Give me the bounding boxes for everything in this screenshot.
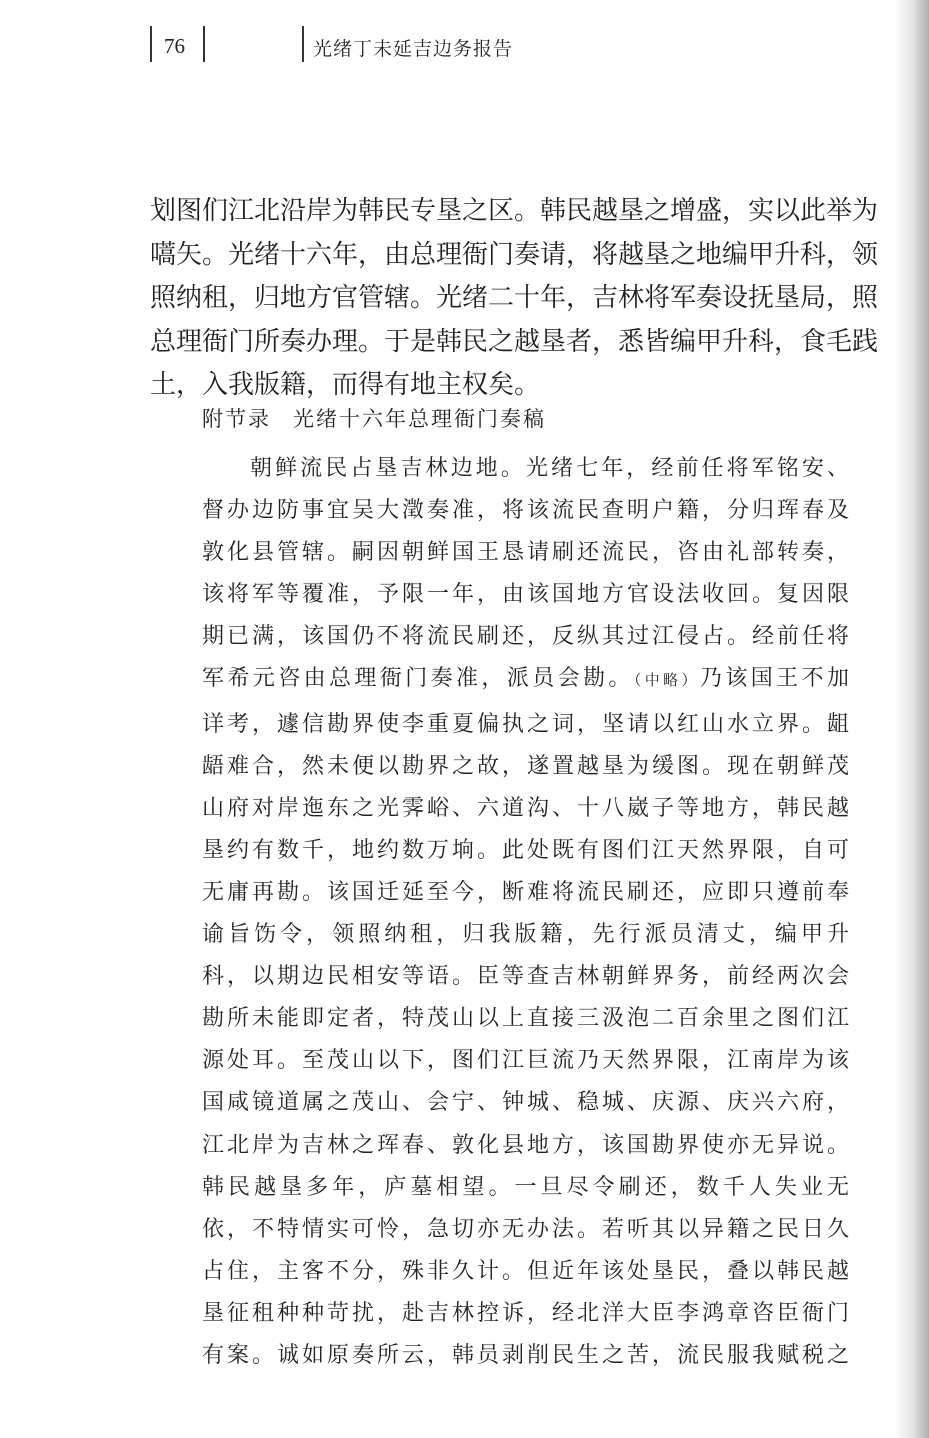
- quote-line-text: 军希元咨由总理衙门奏准，派员会勘。: [202, 665, 634, 691]
- quote-line: 国咸镜道属之茂山、会宁、钟城、稳城、庆源、庆兴六府，: [202, 1089, 850, 1115]
- header-rule-mid: [203, 26, 205, 62]
- quote-line: 源处耳。至茂山以下，图们江巨流乃天然界限，江南岸为该: [202, 1047, 850, 1073]
- body-paragraph: [150, 190, 879, 408]
- quote-line: 勘所未能即定者，特茂山以上直接三汲泡二百余里之图们江: [202, 1005, 850, 1031]
- appendix-title: 光绪十六年总理衙门奏稿: [293, 407, 546, 431]
- quote-line: 江北岸为吉林之珲春、敦化县地方，该国勘界使亦无异说。: [202, 1131, 850, 1157]
- quote-line: 该将军等覆准，予限一年，由该国地方官设法收回。复因限: [202, 581, 850, 607]
- body-line: 嚆矢。光绪十六年，由总理衙门奏请，将越垦之地编甲升科，领: [150, 239, 879, 270]
- quote-line-tail: 乃该国王不加: [699, 665, 850, 691]
- quote-line: 韩民越垦多年，庐墓相望。一旦尽令刷还，数千人失业无: [202, 1173, 850, 1199]
- quote-line: 期已满，该国仍不将流民刷还，反纵其过江侵占。经前任将: [202, 623, 850, 649]
- header-rule-left: [150, 26, 152, 62]
- page-gutter-shadow: [895, 0, 929, 1438]
- quote-line: 谕旨饬令，领照纳租，归我版籍，先行派员清丈，编甲升: [202, 921, 850, 947]
- quote-line: 占住，主客不分，殊非久计。但近年该处垦民，叠以韩民越: [202, 1257, 850, 1283]
- page-number: 76: [164, 34, 185, 58]
- quote-line: 督办边防事宜吴大澂奏准，将该流民查明户籍，分归珲春及: [202, 497, 850, 523]
- quote-line: 龉难合，然未便以勘界之故，遂置越垦为缓图。现在朝鲜茂: [202, 752, 850, 778]
- body-line: 划图们江北沿岸为韩民专垦之区。韩民越垦之增盛，实以此举为: [150, 196, 879, 226]
- quote-line: 有案。诚如原奏所云，韩员剥削民生之苦，流民服我赋税之: [202, 1341, 850, 1367]
- quote-line: 依，不特情实可怜，急切亦无办法。若听其以异籍之民日久: [202, 1215, 850, 1241]
- body-line: 总理衙门所奏办理。于是韩民之越垦者，悉皆编甲升科，食毛践: [150, 326, 879, 357]
- quoted-memorial: [202, 447, 850, 1376]
- running-header: [150, 26, 570, 64]
- header-rule-right: [302, 26, 304, 62]
- quote-line: 垦约有数千，地约数万垧。此处既有图们江天然界限，自可: [202, 836, 850, 862]
- quote-line: 垦征租种种苛扰，赴吉林控诉，经北洋大臣李鸿章咨臣衙门: [202, 1299, 850, 1325]
- appendix-heading: [202, 403, 546, 433]
- quote-line: 详考，遽信勘界使李重夏偏执之词，坚请以红山水立界。龃: [202, 710, 850, 736]
- appendix-label: 附节录: [202, 407, 271, 431]
- body-line: 照纳租，归地方官管辖。光绪二十年，吉林将军奏设抚垦局，照: [150, 283, 879, 313]
- quote-line-with-note: [202, 657, 850, 702]
- quote-line: 敦化县管辖。嗣因朝鲜国王恳请刷还流民，咨由礼部转奏，: [202, 539, 850, 565]
- body-line: 土，入我版籍，而得有地主权矣。: [150, 370, 541, 400]
- quote-line: 朝鲜流民占垦吉林边地。光绪七年，经前任将军铭安、: [250, 455, 850, 480]
- omission-note: （中略）: [633, 673, 700, 690]
- quote-line: 科，以期边民相安等语。臣等查吉林朝鲜界务，前经两次会: [202, 963, 850, 989]
- quote-line: 山府对岸迤东之光霁峪、六道沟、十八崴子等地方，韩民越: [202, 794, 850, 820]
- running-title: 光绪丁未延吉边务报告: [313, 38, 514, 60]
- quote-line: 无庸再勘。该国迁延至今，断难将流民刷还，应即只遵前奉: [202, 878, 850, 904]
